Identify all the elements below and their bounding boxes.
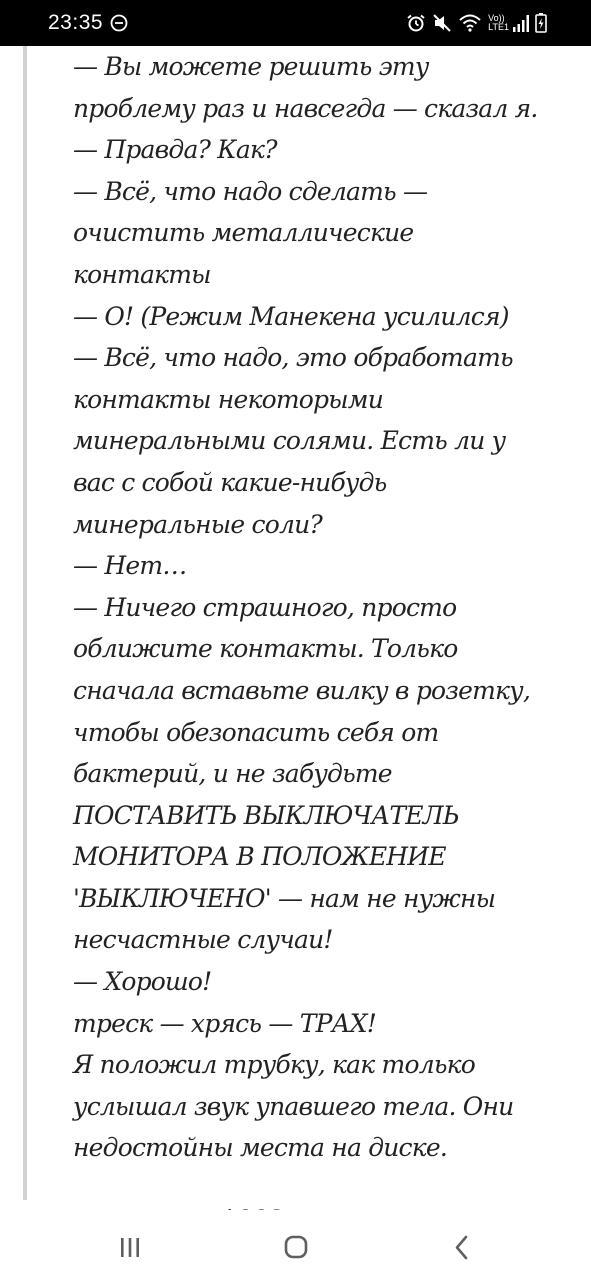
battery-icon <box>535 13 547 33</box>
blockquote-text <box>73 46 573 1169</box>
quote-line: — Вы можете решить эту <box>73 52 429 81</box>
article-content[interactable] <box>0 46 591 1210</box>
quote-line: Я положил трубку, как только <box>73 1050 476 1080</box>
quote-line: треск — хрясь — ТРАХ! <box>73 1008 376 1038</box>
signal-icon <box>513 14 529 32</box>
do-not-disturb-icon <box>110 14 128 32</box>
quote-line: 'ВЫКЛЮЧЕНО' — нам не нужны <box>73 883 496 913</box>
quote-line: недостойны места на диске. <box>73 1133 448 1163</box>
alarm-icon <box>406 13 426 33</box>
recent-apps-icon <box>110 1228 150 1268</box>
status-bar <box>0 0 591 46</box>
quote-line: — Нет… <box>73 551 187 581</box>
status-time: 23:35 <box>48 11 104 34</box>
quote-line: чтобы обезопасить себя от <box>73 717 439 747</box>
quote-line: оближите контакты. Только <box>73 634 458 664</box>
navigation-bar <box>0 1210 591 1280</box>
lte-label: LTE1 <box>488 22 509 32</box>
quote-line: вас с собой какие-нибудь <box>73 467 387 497</box>
quote-line: проблему раз и навсегда — сказал я. <box>73 93 538 123</box>
quote-line: сначала вставьте вилку в розетку, <box>73 675 530 705</box>
home-button[interactable] <box>276 1228 316 1268</box>
back-button[interactable] <box>442 1228 482 1268</box>
quote-line: контакты <box>73 259 211 289</box>
volte-lte-icon <box>488 14 509 32</box>
quote-line: МОНИТОРА В ПОЛОЖЕНИЕ <box>73 842 446 872</box>
volte-label: Vo)) <box>488 13 505 23</box>
quote-line: минеральные соли? <box>73 509 322 539</box>
home-icon <box>276 1228 316 1268</box>
quote-line: — Всё, что надо сделать — <box>73 176 428 206</box>
quote-line: несчастные случаи! <box>73 925 333 955</box>
quote-line: ПОСТАВИТЬ ВЫКЛЮЧАТЕЛЬ <box>73 800 459 830</box>
quote-line: — О! (Режим Манекена усилился) <box>73 301 509 331</box>
quote-line: услышал звук упавшего тела. Они <box>73 1091 514 1121</box>
blockquote-border <box>23 46 27 1200</box>
quote-line: — Правда? Как? <box>73 135 277 165</box>
mute-icon <box>432 13 452 33</box>
quote-line: минеральными солями. Есть ли у <box>73 426 506 456</box>
quote-line: — Всё, что надо, это обработать <box>73 343 513 373</box>
quote-line: — Ничего страшного, просто <box>73 592 457 622</box>
wifi-icon <box>458 13 482 33</box>
status-icons <box>406 11 547 35</box>
quote-line: бактерий, и не забудьте <box>73 759 392 789</box>
quote-line: очистить металлические <box>73 218 414 248</box>
recent-apps-button[interactable] <box>110 1228 150 1268</box>
back-icon <box>442 1228 482 1268</box>
quote-line: контакты некоторыми <box>73 384 383 414</box>
quote-line: — Хорошо! <box>73 967 212 997</box>
